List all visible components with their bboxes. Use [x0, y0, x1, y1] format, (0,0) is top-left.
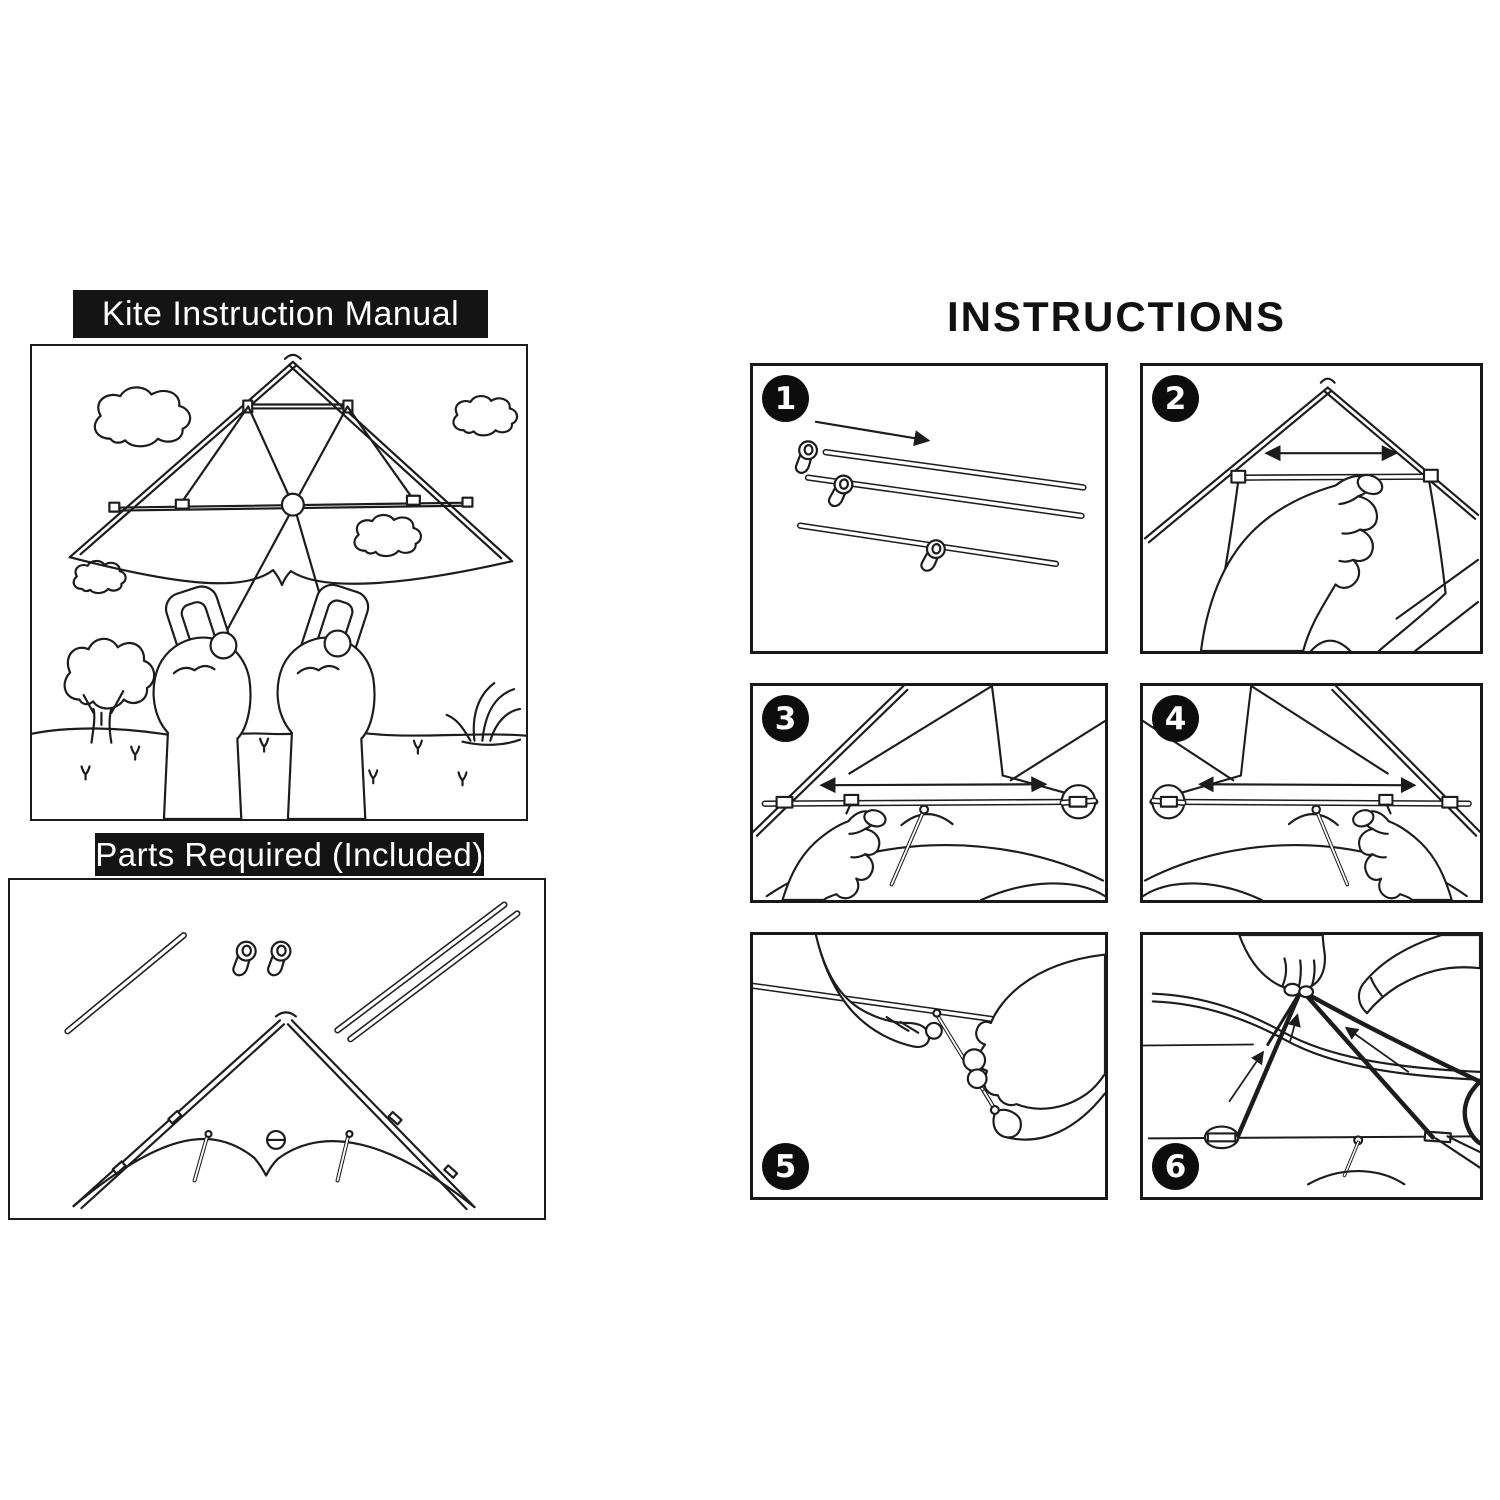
step-3-badge: 3: [762, 695, 809, 742]
clouds-icon: [74, 387, 517, 593]
step-6-badge: 6: [1152, 1143, 1199, 1190]
kite-flying-scene-icon: [32, 346, 526, 819]
step-4-panel: [1140, 683, 1483, 903]
kite-sail-frame-icon: [74, 1012, 475, 1209]
step-5-badge: 5: [762, 1143, 809, 1190]
step-4-badge: 4: [1152, 695, 1199, 742]
step-1-badge: 1: [762, 375, 809, 422]
lower-spreader-rods-icon: [338, 905, 518, 1039]
delta-kite-icon: [70, 355, 512, 641]
step-5-panel: [750, 932, 1108, 1200]
left-hand-with-handle-icon: [154, 582, 251, 819]
spreader-rod-icon: [68, 935, 184, 1031]
kite-manual-title-bar: [73, 290, 488, 338]
parts-required-bar: [95, 833, 484, 876]
step-6-panel: [1140, 932, 1483, 1200]
parts-illustration-box: [8, 878, 546, 1220]
parts-required-title: Parts Required (Included): [95, 835, 484, 873]
step-2-panel: [1140, 363, 1483, 654]
kite-manual-title: Kite Instruction Manual: [101, 294, 460, 333]
step-3-panel: [750, 683, 1108, 903]
instructions-heading: INSTRUCTIONS: [947, 293, 1286, 340]
cover-illustration-box: [30, 344, 528, 821]
kite-frame-rods-clips-icon: [10, 880, 544, 1218]
tree-icon: [65, 639, 155, 743]
clip-connectors-icon: [233, 942, 290, 975]
step-1-panel: [750, 363, 1108, 654]
grass-tufts: [82, 739, 467, 807]
right-hand-with-handle-icon: [278, 581, 375, 819]
ground-line: [32, 728, 526, 735]
step-2-badge: 2: [1152, 375, 1199, 422]
